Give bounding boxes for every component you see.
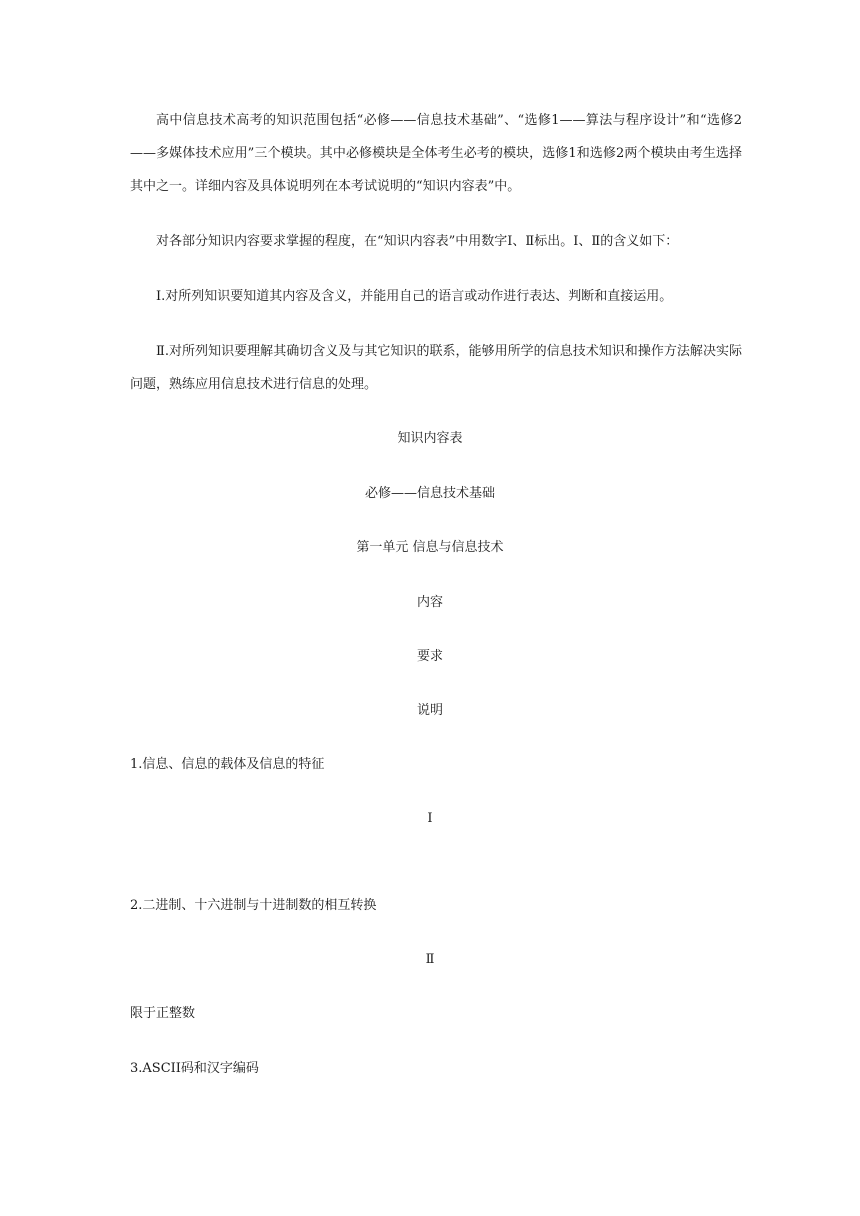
row-2-content: 2.二进制、十六进制与十进制数的相互转换 xyxy=(130,898,377,913)
header-content: 内容 xyxy=(416,595,443,610)
row-3-content: 3.ASCII码和汉字编码 xyxy=(130,1061,259,1076)
level-two-definition: Ⅱ.对所列知识要理解其确切含义及与其它知识的联系，能够用所学的信息技术知识和操作方法解决实际问题，熟练应用信息技术进行信息的处理。 xyxy=(130,344,742,392)
intro-paragraph-scope: 高中信息技术高考的知识范围包括“必修——信息技术基础”、“选修1——算法与程序设计”和“选修2——多媒体技术应用”三个模块。其中必修模块是全体考生必考的模块，选修1和选修2两个模块由考生选择其中之一。详细内容及具体说明列在本考试说明的“知识内容表”中。 xyxy=(130,113,742,194)
unit-title: 第一单元 信息与信息技术 xyxy=(356,540,504,555)
row-1-requirement: Ⅰ xyxy=(427,811,433,826)
row-2-note: 限于正整数 xyxy=(130,1006,196,1021)
row-1-content: 1.信息、信息的载体及信息的特征 xyxy=(130,757,325,772)
table-title: 知识内容表 xyxy=(397,431,463,446)
header-requirement: 要求 xyxy=(416,649,443,664)
intro-paragraph-levels: 对各部分知识内容要求掌握的程度，在“知识内容表”中用数字Ⅰ、Ⅱ标出。Ⅰ、Ⅱ的含义如下： xyxy=(156,234,679,249)
row-2-requirement: Ⅱ xyxy=(425,952,435,967)
module-title: 必修——信息技术基础 xyxy=(364,486,495,501)
level-one-definition: Ⅰ.对所列知识要知道其内容及含义，并能用自己的语言或动作进行表达、判断和直接运用。 xyxy=(156,289,673,304)
header-note: 说明 xyxy=(416,703,443,718)
